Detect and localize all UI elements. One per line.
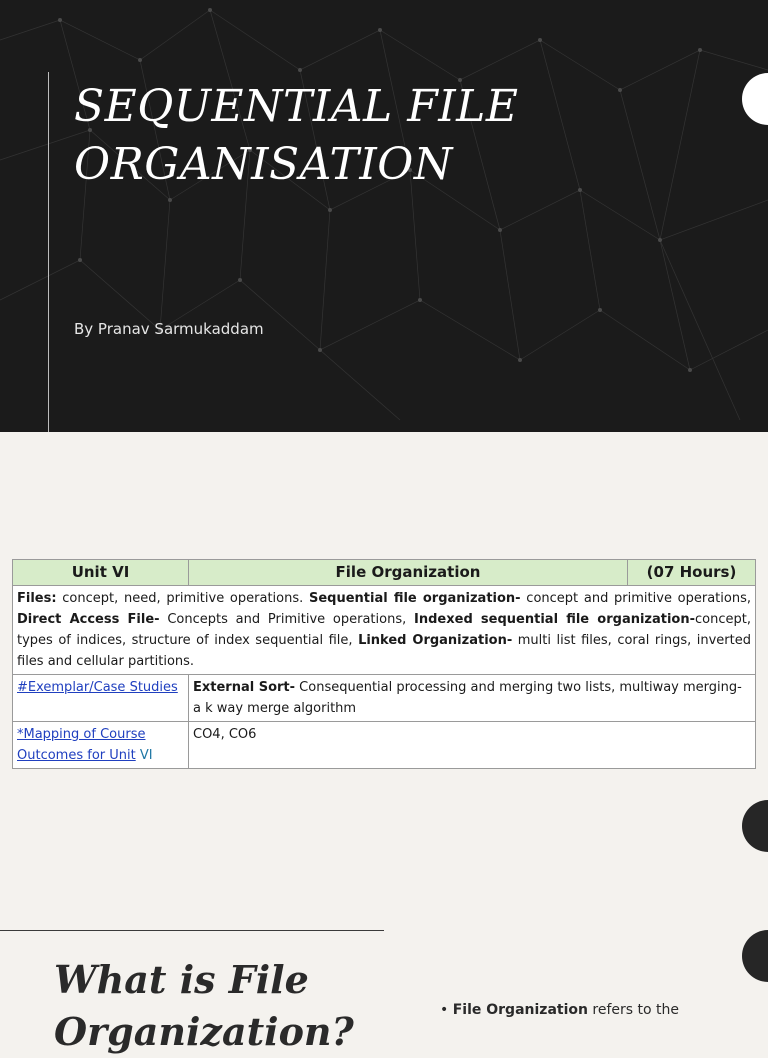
- case-studies-term: External Sort-: [193, 680, 296, 695]
- desc-term: Linked Organization-: [358, 633, 513, 648]
- case-studies-link[interactable]: #Exemplar/Case Studies: [17, 680, 178, 695]
- case-studies-text: Consequential processing and merging two lists, multiway merging- a k way merge algorithm: [193, 680, 742, 716]
- mapping-value-cell: CO4, CO6: [189, 722, 756, 769]
- description-cell: [13, 586, 756, 675]
- topic-cell: File Organization: [189, 560, 628, 586]
- table-row: [13, 586, 756, 675]
- desc-text: multi list files, coral rings, inverted files and cellular partitions.: [17, 633, 751, 669]
- unit-cell: Unit VI: [13, 560, 189, 586]
- bullet-term: File Organization: [452, 1002, 588, 1018]
- syllabus-table: [12, 559, 756, 769]
- network-background: [0, 0, 768, 432]
- mapping-label-cell: [13, 722, 189, 769]
- desc-term: Files:: [17, 591, 57, 606]
- desc-text: concept and primitive operations,: [520, 591, 751, 606]
- bullet-text: refers to the: [587, 1002, 680, 1018]
- case-studies-value-cell: [189, 675, 756, 722]
- slide-title-line-2: ORGANISATION: [74, 139, 453, 190]
- desc-term: Sequential file organization-: [308, 591, 521, 606]
- table-header-row: [13, 560, 756, 586]
- table-row: [13, 675, 756, 722]
- desc-term: Indexed sequential file organization-: [414, 612, 696, 627]
- case-studies-label-cell: [13, 675, 189, 722]
- title-slide: [0, 0, 768, 432]
- slide-title: [74, 78, 634, 194]
- bullet-point: [440, 1002, 679, 1018]
- hours-cell: (07 Hours): [628, 560, 756, 586]
- table-row: [13, 722, 756, 769]
- section-divider-line: [0, 930, 384, 931]
- title-divider-line: [48, 72, 49, 432]
- definition-slide: [0, 864, 768, 1054]
- desc-term: Direct Access File-: [17, 612, 160, 627]
- desc-text: Concepts and Primitive operations,: [159, 612, 415, 627]
- desc-text: concept, types of indices, structure of index sequential file,: [17, 612, 751, 648]
- mapping-link[interactable]: *Mapping of Course Outcomes for Unit: [17, 727, 146, 763]
- syllabus-slide: [0, 432, 768, 864]
- slide-title-line-1: SEQUENTIAL FILE: [74, 81, 519, 132]
- bullet-marker: •: [440, 1002, 449, 1018]
- question-heading: What is File Organization?: [54, 957, 354, 1054]
- author-subtitle: By Pranav Sarmukaddam: [74, 320, 264, 338]
- desc-text: concept, need, primitive operations.: [56, 591, 309, 606]
- mapping-unit: VI: [139, 748, 153, 763]
